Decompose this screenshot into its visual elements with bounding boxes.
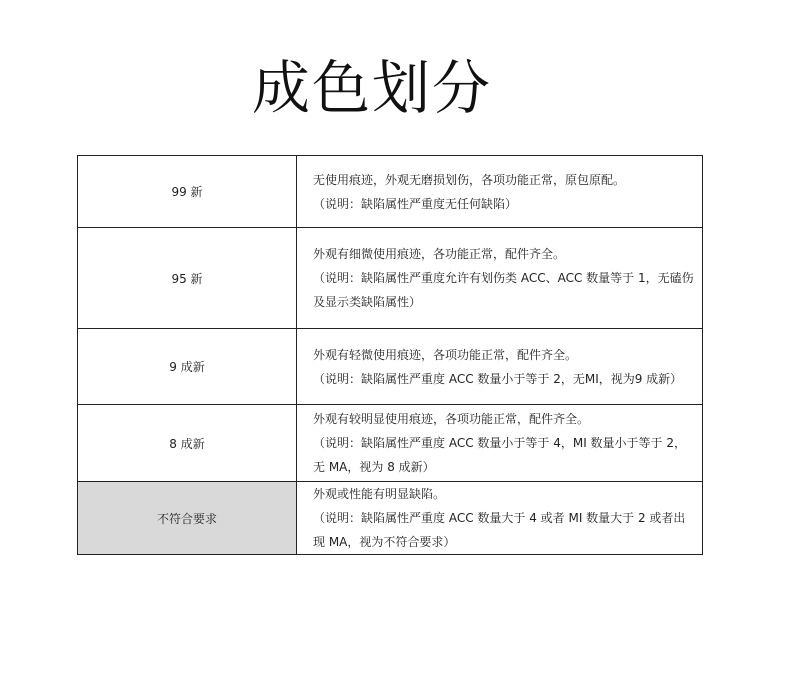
condition-grade-table <box>77 155 703 555</box>
grade-label: 8 成新 <box>78 405 297 482</box>
table-row <box>78 329 703 405</box>
grade-note: （说明：缺陷属性严重度 ACC 数量大于 4 或者 MI 数量大于 2 或者出现 MA，视为不符合要求） <box>313 511 686 549</box>
grade-description-cell <box>297 228 703 329</box>
grade-label: 99 新 <box>78 156 297 228</box>
grade-description-cell <box>297 405 703 482</box>
grade-label: 95 新 <box>78 228 297 329</box>
grade-note: （说明：缺陷属性严重度允许有划伤类 ACC、ACC 数量等于 1，无磕伤及显示类缺陷属性） <box>313 271 694 309</box>
grade-note: （说明：缺陷属性严重度 ACC 数量小于等于 4，MI 数量小于等于 2，无 MA，视为 8 成新） <box>313 436 686 474</box>
grade-note: （说明：缺陷属性严重度 ACC 数量小于等于 2，无MI，视为9 成新） <box>313 371 683 386</box>
table-row <box>78 405 703 482</box>
grade-label: 9 成新 <box>78 329 297 405</box>
page-title: 成色划分 <box>251 54 492 122</box>
grade-description-cell <box>297 329 703 405</box>
grade-description-cell <box>297 156 703 228</box>
grade-description: 外观有轻微使用痕迹，各项功能正常，配件齐全。 <box>313 347 578 362</box>
table-row <box>78 156 703 228</box>
grade-note: （说明：缺陷属性严重度无任何缺陷） <box>313 196 518 211</box>
grade-description: 外观或性能有明显缺陷。 <box>313 487 446 501</box>
grade-description: 无使用痕迹，外观无磨损划伤，各项功能正常，原包原配。 <box>313 172 626 187</box>
grade-description-cell <box>297 482 703 555</box>
table-row <box>78 228 703 329</box>
grade-label: 不符合要求 <box>78 482 297 555</box>
grade-description: 外观有细微使用痕迹，各功能正常，配件齐全。 <box>313 247 566 261</box>
grade-description: 外观有较明显使用痕迹，各项功能正常，配件齐全。 <box>313 412 590 426</box>
table-row <box>78 482 703 555</box>
